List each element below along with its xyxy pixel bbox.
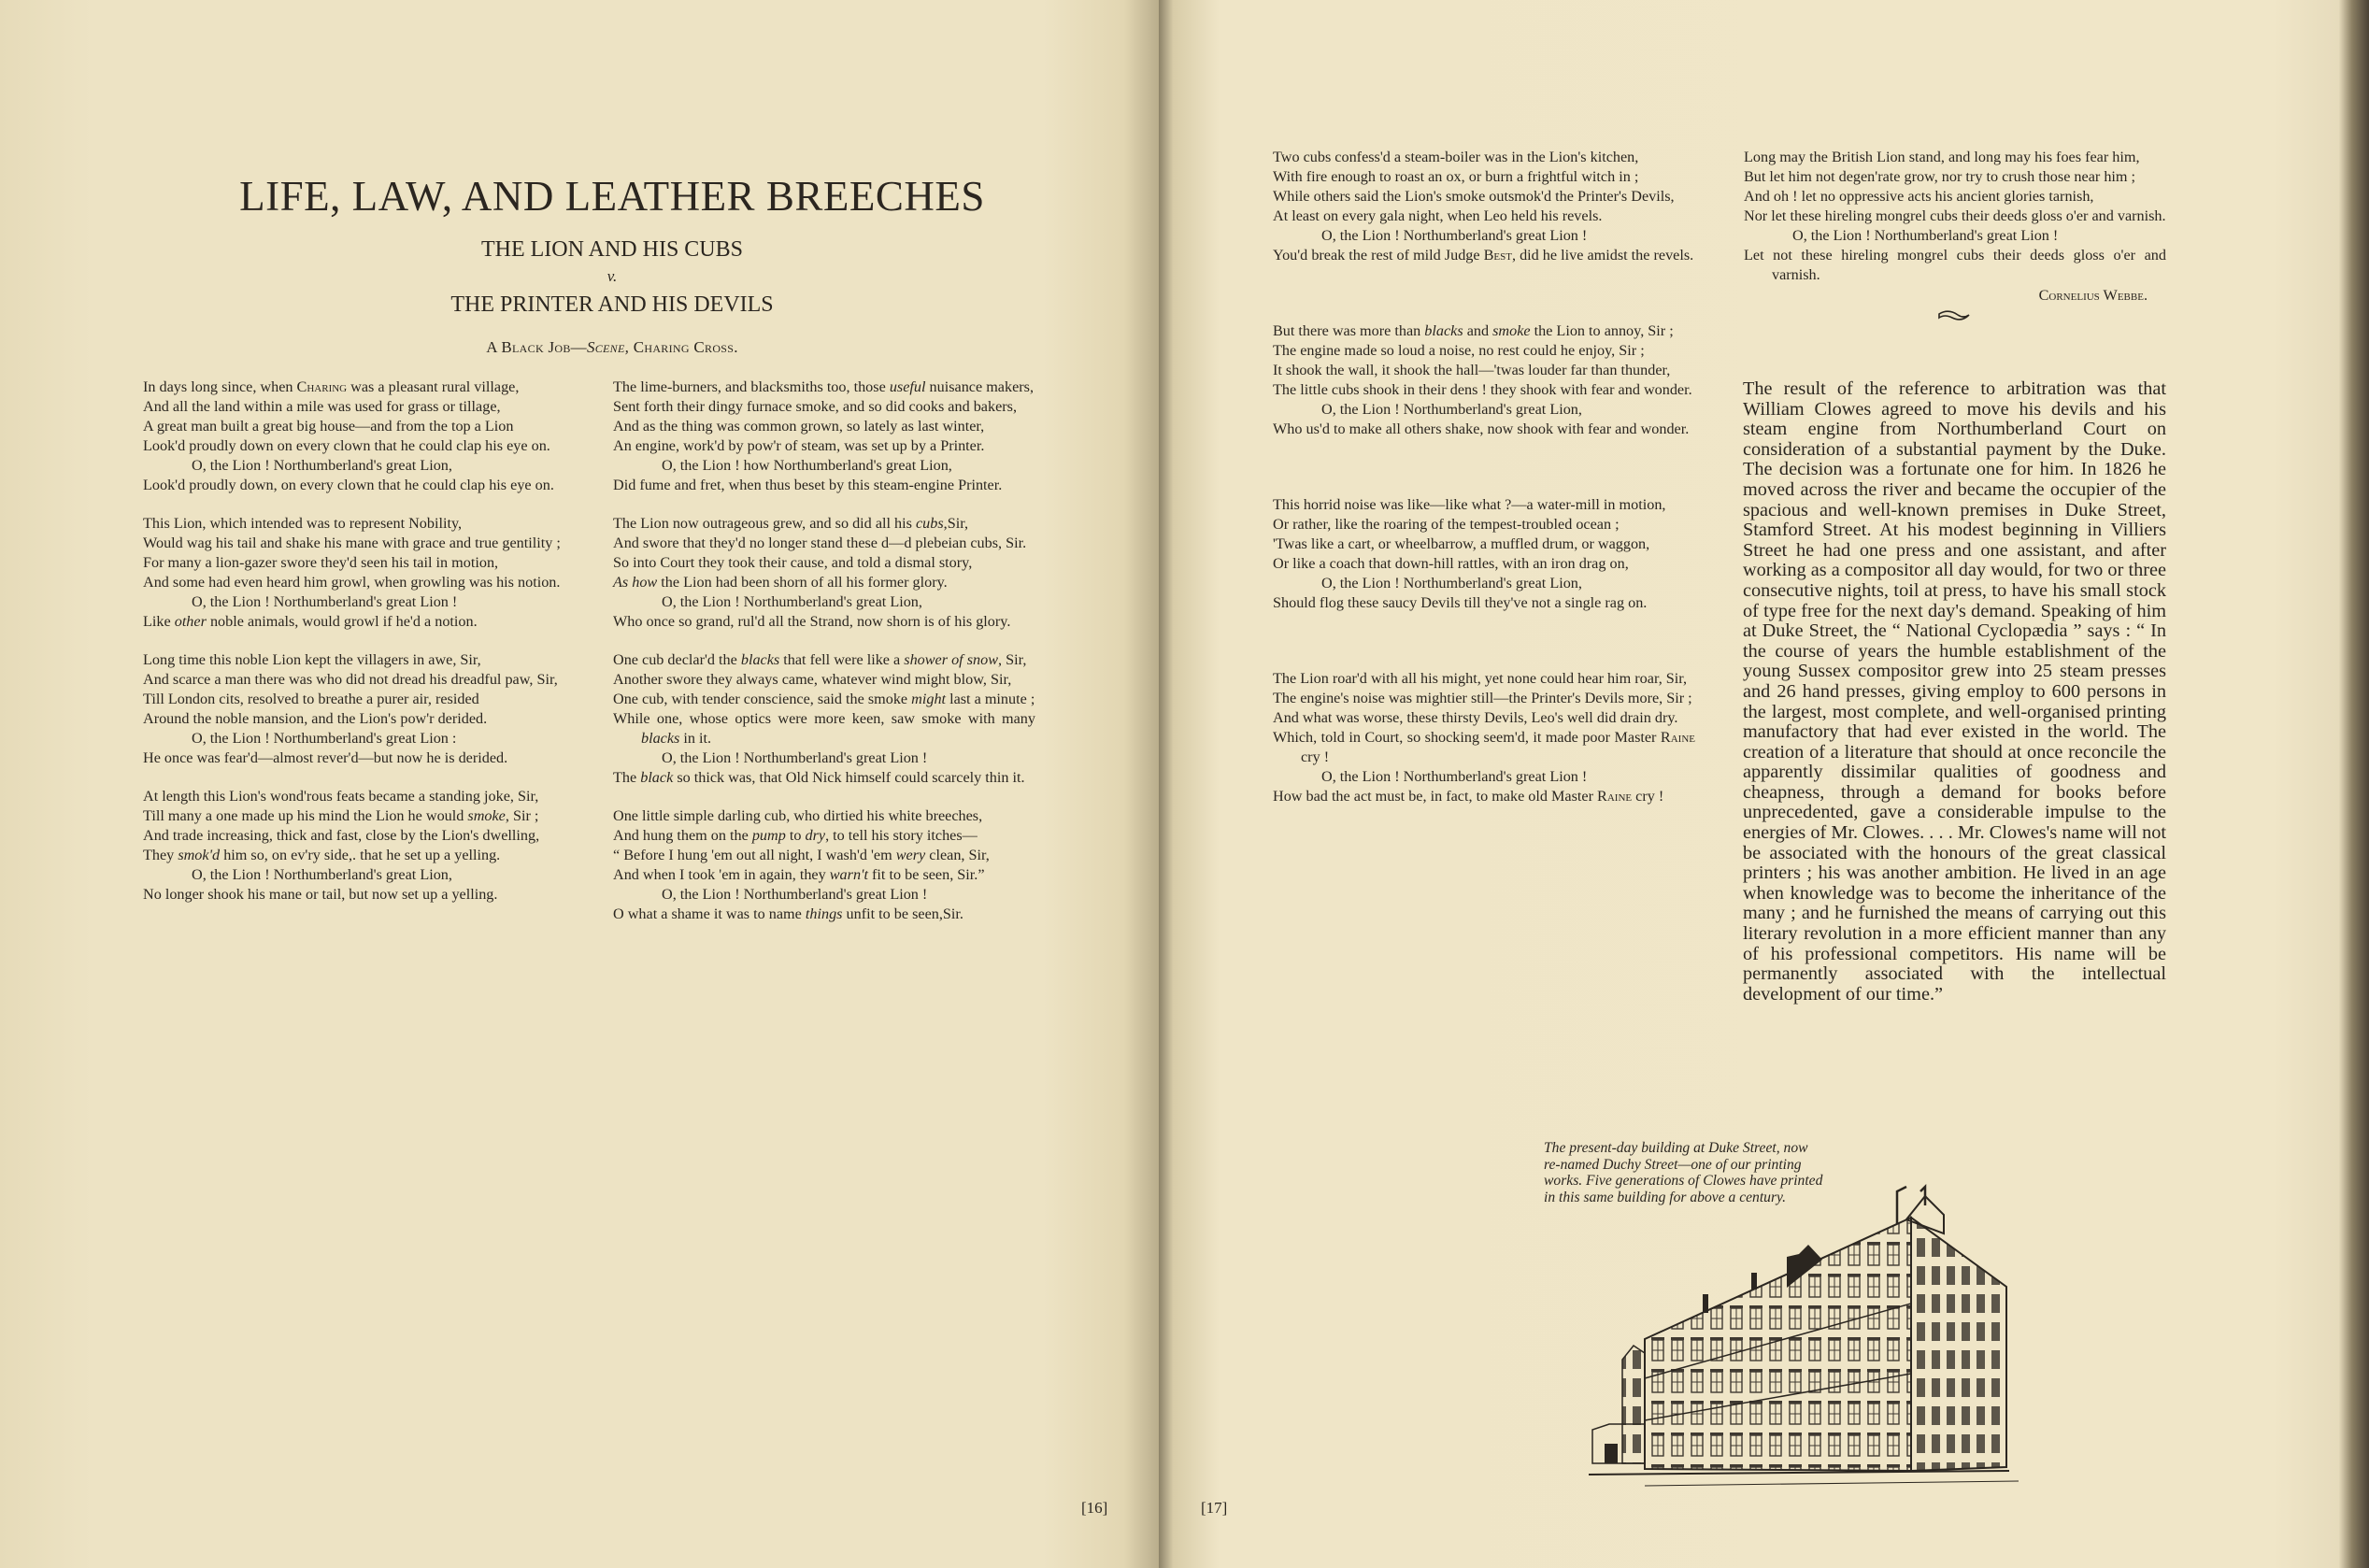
verse-line xyxy=(143,514,565,534)
verse-line xyxy=(613,846,1035,865)
verse-line xyxy=(1273,495,1695,515)
stanza xyxy=(1744,148,2166,285)
stanza xyxy=(143,787,565,905)
poem-column-right-1 xyxy=(1273,148,1695,862)
verse-line xyxy=(1273,167,1695,187)
text-run: While others said the Lion's smoke outsmok'd the Printer's Devils, xyxy=(1273,188,1675,205)
verse-line xyxy=(143,787,565,806)
text-run: to xyxy=(785,827,806,844)
small-caps-text: Raine xyxy=(1660,729,1695,746)
text-run: Two cubs confess'd a steam-boiler was in the Lion's kitchen, xyxy=(1273,149,1639,165)
text-run: But let him not degen'rate grow, nor try to crush those near him ; xyxy=(1744,168,2136,185)
verse-line xyxy=(1273,787,1695,806)
verse-line xyxy=(613,826,1035,846)
text-run: the Lion to annoy, Sir ; xyxy=(1530,322,1674,339)
verse-line xyxy=(143,417,565,436)
text-run: and xyxy=(1463,322,1493,339)
text-run: The xyxy=(613,769,641,786)
text-run: One cub, with tender conscience, said the smoke xyxy=(613,691,912,707)
text-run: Around the noble mansion, and the Lion's pow'r derided. xyxy=(143,710,488,727)
text-run: ,Sir, xyxy=(943,515,969,532)
verse-line xyxy=(613,397,1035,417)
refrain-line: O, the Lion ! Northumberland's great Lion ! xyxy=(1792,227,2059,244)
verse-line xyxy=(1273,361,1695,380)
text-run: cry ! xyxy=(1301,748,1330,765)
verse-line xyxy=(1273,246,1695,265)
verse-line xyxy=(613,865,1035,885)
text-run: This horrid noise was like—like what ?—a water-mill in motion, xyxy=(1273,496,1666,513)
verse-line xyxy=(1273,187,1695,207)
text-run: , did he live amidst the revels. xyxy=(1511,247,1694,264)
page-number-left: [16] xyxy=(1081,1499,1108,1517)
text-run: 'Twas like a cart, or wheelbarrow, a muffled drum, or waggon, xyxy=(1273,535,1650,552)
italic-text: useful xyxy=(889,378,926,395)
verse-line xyxy=(143,846,565,865)
verse-line xyxy=(143,690,565,709)
verse-line xyxy=(1273,689,1695,708)
text-run: Till London cits, resolved to breathe a purer air, resided xyxy=(143,691,479,707)
refrain-line: O, the Lion ! Northumberland's great Lion ! xyxy=(1321,227,1588,244)
text-run: And hung them on the xyxy=(613,827,752,844)
text-run: It shook the wall, it shook the hall—'twas louder far than thunder, xyxy=(1273,362,1671,378)
text-run: And scarce a man there was who did not dread his dreadful paw, Sir, xyxy=(143,671,558,688)
text-run: At length this Lion's wond'rous feats became a standing joke, Sir, xyxy=(143,788,539,805)
italic-text: blacks xyxy=(1424,322,1463,339)
subtitle-printer: THE PRINTER AND HIS DEVILS xyxy=(450,292,774,317)
page-number-right: [17] xyxy=(1201,1499,1228,1517)
italic-text: smoke xyxy=(1492,322,1531,339)
text-run: unfit to be seen,Sir. xyxy=(842,905,963,922)
italic-text: blacks xyxy=(740,651,780,668)
text-run: The lime-burners, and blacksmiths too, those xyxy=(613,378,890,395)
text-run: And when I took 'em in again, they xyxy=(613,866,830,883)
italic-text: cubs xyxy=(916,515,944,532)
verse-line xyxy=(143,476,565,495)
refrain-line: O, the Lion ! Northumberland's great Lion, xyxy=(662,593,922,610)
text-run: An engine, work'd by pow'r of steam, was set up by a Printer. xyxy=(613,437,985,454)
text-run: Nor let these hireling mongrel cubs their deeds gloss o'er and varnish. xyxy=(1744,207,2166,224)
text-run: No longer shook his mane or tail, but now set up a yelling. xyxy=(143,886,498,903)
text-run: cry ! xyxy=(1632,788,1664,805)
italic-text: Scene, xyxy=(586,338,630,356)
text-run: While one, whose optics were more keen, saw smoke with many xyxy=(613,710,1035,727)
text-run: Long time this noble Lion kept the villagers in awe, Sir, xyxy=(143,651,481,668)
text-run: Who once so grand, rul'd all the Strand, now shorn is of his glory. xyxy=(613,613,1011,630)
verse-line xyxy=(1273,148,1695,167)
text-run: A Black Job— xyxy=(486,338,587,356)
text-run: Like xyxy=(143,613,175,630)
verse-line xyxy=(613,534,1035,553)
verse-line xyxy=(613,514,1035,534)
verse-line xyxy=(613,476,1035,495)
text-run: And as the thing was common grown, so lately as last winter, xyxy=(613,418,985,435)
verse-line xyxy=(1744,167,2166,187)
verse-line xyxy=(1744,246,2166,285)
verse-line xyxy=(613,709,1035,748)
verse-line xyxy=(143,378,565,397)
verse-line xyxy=(1744,148,2166,167)
stanza xyxy=(143,514,565,632)
verse-line xyxy=(143,748,565,768)
verse-line xyxy=(613,436,1035,456)
text-run: nuisance makers, xyxy=(925,378,1035,395)
stanza xyxy=(1273,669,1695,806)
small-caps-text: Raine xyxy=(1597,788,1633,805)
text-run: in it. xyxy=(679,730,712,747)
verse-line xyxy=(613,768,1035,788)
text-run: him so, on ev'ry side,. that he set up a yelling. xyxy=(220,847,501,863)
text-run: At least on every gala night, when Leo held his revels. xyxy=(1273,207,1603,224)
text-run: One little simple darling cub, who dirtied his white breeches, xyxy=(613,807,983,824)
italic-text: might xyxy=(911,691,947,707)
verse-line xyxy=(613,553,1035,573)
text-run: Sent forth their dingy furnace smoke, and so did cooks and bakers, xyxy=(613,398,1018,415)
verse-line xyxy=(613,690,1035,709)
poem-column-left-2 xyxy=(613,378,1035,943)
italic-text: pump xyxy=(751,827,786,844)
text-run: last a minute ; xyxy=(946,691,1035,707)
refrain-line: O, the Lion ! Northumberland's great Lion, xyxy=(1321,401,1582,418)
verse-line xyxy=(143,709,565,729)
verse-line xyxy=(1273,669,1695,689)
stanza xyxy=(613,650,1035,788)
text-run: , Sir ; xyxy=(505,807,539,824)
page-title: LIFE, LAW, AND LEATHER BREECHES xyxy=(239,173,985,220)
illustration-caption: The present-day building at Duke Street, now re-named Duchy Street—one of our printing works. Five generations of Clowes have printed in this same building for above a century. xyxy=(1544,1140,1823,1205)
text-run: Or rather, like the roaring of the tempest-troubled ocean ; xyxy=(1273,516,1620,533)
verse-line xyxy=(1273,515,1695,535)
verse-line xyxy=(143,534,565,553)
italic-text: smoke xyxy=(467,807,506,824)
text-run: clean, Sir, xyxy=(925,847,990,863)
text-run: Did fume and fret, when thus beset by this steam-engine Printer. xyxy=(613,477,1003,493)
verse-line xyxy=(613,650,1035,670)
verse-line xyxy=(1273,535,1695,554)
verse-line xyxy=(143,573,565,592)
verse-line xyxy=(143,826,565,846)
subtitle-lion: THE LION AND HIS CUBS xyxy=(480,237,743,262)
verse-line xyxy=(143,436,565,456)
refrain-line: O, the Lion ! how Northumberland's great Lion, xyxy=(662,457,952,474)
text-run: This Lion, which intended was to represent Nobility, xyxy=(143,515,463,532)
verse-line xyxy=(613,612,1035,632)
text-run: Let not these hireling mongrel cubs their deeds gloss o'er and varnish. xyxy=(1744,247,2166,283)
refrain-line: O, the Lion ! Northumberland's great Lion, xyxy=(192,866,452,883)
text-run: The engine's noise was mightier still—the Printer's Devils more, Sir ; xyxy=(1273,690,1692,706)
italic-text: blacks xyxy=(641,730,680,747)
verse-line xyxy=(1273,593,1695,613)
verse-line xyxy=(1273,420,1695,439)
text-run: Should flog these saucy Devils till they've not a single rag on. xyxy=(1273,594,1648,611)
verse-line xyxy=(1273,554,1695,574)
text-run: , to tell his story itches— xyxy=(825,827,978,844)
versus-label: v. xyxy=(607,267,618,285)
refrain-line: O, the Lion ! Northumberland's great Lion ! xyxy=(192,593,458,610)
verse-line xyxy=(613,417,1035,436)
text-run: He once was fear'd—almost rever'd—but now he is derided. xyxy=(143,749,508,766)
text-run: You'd break the rest of mild Judge xyxy=(1273,247,1484,264)
verse-line xyxy=(1273,380,1695,400)
verse-line xyxy=(1273,341,1695,361)
verse-line xyxy=(143,553,565,573)
text-run: They xyxy=(143,847,178,863)
verse-line xyxy=(1744,187,2166,207)
text-run: , Sir, xyxy=(998,651,1027,668)
refrain-line: O, the Lion ! Northumberland's great Lion ! xyxy=(662,886,928,903)
text-run: And all the land within a mile was used for grass or tillage, xyxy=(143,398,501,415)
verse-line xyxy=(143,806,565,826)
author-signature: Cornelius Webbe. xyxy=(2038,287,2148,304)
refrain-line: O, the Lion ! Northumberland's great Lion, xyxy=(1321,575,1582,592)
text-run: One cub declar'd the xyxy=(613,651,741,668)
text-run: The Lion roar'd with all his might, yet none could hear him roar, Sir, xyxy=(1273,670,1688,687)
text-run: But there was more than xyxy=(1273,322,1425,339)
verse-line xyxy=(1273,207,1695,226)
text-run: And what was worse, these thirsty Devils, Leo's well did drain dry. xyxy=(1273,709,1678,726)
verse-line xyxy=(1273,728,1695,767)
text-run: “ Before I hung 'em out all night, I wash'd 'em xyxy=(613,847,896,863)
text-run: The little cubs shook in their dens ! they shook with fear and wonder. xyxy=(1273,381,1692,398)
verse-line xyxy=(613,806,1035,826)
text-run: How bad the act must be, in fact, to make old Master xyxy=(1273,788,1598,805)
final-stanza xyxy=(1744,148,2166,285)
text-run: Look'd proudly down, on every clown that he could clap his eye on. xyxy=(143,477,554,493)
refrain-line: O, the Lion ! Northumberland's great Lion ! xyxy=(662,749,928,766)
italic-text: As how xyxy=(613,574,658,591)
text-run: Till many a one made up his mind the Lion he would xyxy=(143,807,468,824)
text-run: And some had even heard him growl, when growling was his notion. xyxy=(143,574,561,591)
verse-line xyxy=(143,612,565,632)
text-run: so thick was, that Old Nick himself could scarcely thin it. xyxy=(673,769,1025,786)
stanza xyxy=(613,514,1035,632)
text-run: O what a shame it was to name xyxy=(613,905,806,922)
stanza xyxy=(1273,321,1695,439)
italic-text: other xyxy=(174,613,207,630)
verse-line xyxy=(143,885,565,905)
text-run: For many a lion-gazer swore they'd seen his tail in motion, xyxy=(143,554,499,571)
text-run: Charing Cross. xyxy=(629,338,738,356)
italic-text: warn't xyxy=(829,866,868,883)
verse-line xyxy=(613,378,1035,397)
text-run: that fell were like a xyxy=(779,651,905,668)
italic-text: wery xyxy=(895,847,926,863)
text-run: noble animals, would growl if he'd a notion. xyxy=(206,613,478,630)
stanza xyxy=(1273,495,1695,613)
verse-line xyxy=(613,573,1035,592)
text-run: Would wag his tail and shake his mane with grace and true gentility ; xyxy=(143,535,561,551)
text-run: Long may the British Lion stand, and long may his foes fear him, xyxy=(1744,149,2140,165)
text-run: Look'd proudly down on every clown that he could clap his eye on. xyxy=(143,437,550,454)
text-run: Or like a coach that down-hill rattles, with an iron drag on, xyxy=(1273,555,1629,572)
stanza xyxy=(613,378,1035,495)
verse-line xyxy=(143,397,565,417)
text-run: With fire enough to roast an ox, or burn a frightful witch in ; xyxy=(1273,168,1639,185)
italic-text: smok'd xyxy=(178,847,221,863)
italic-text: black xyxy=(640,769,674,786)
text-run: was a pleasant rural village, xyxy=(347,378,520,395)
text-run: The engine made so loud a noise, no rest could he enjoy, Sir ; xyxy=(1273,342,1645,359)
text-run: Another swore they always came, whatever wind might blow, Sir, xyxy=(613,671,1012,688)
italic-text: things xyxy=(805,905,843,922)
italic-text: dry xyxy=(805,827,826,844)
verse-line xyxy=(143,670,565,690)
stanza xyxy=(613,806,1035,924)
stanza xyxy=(143,650,565,768)
refrain-line: O, the Lion ! Northumberland's great Lion : xyxy=(192,730,457,747)
refrain-line: O, the Lion ! Northumberland's great Lion, xyxy=(192,457,452,474)
history-paragraph: The result of the reference to arbitration was that William Clowes agreed to move his devils and his steam engine from Northumberland Court on consideration of a substantial payment by the Duke. The decision was a fortunate one for him. In 1826 he moved across the river and became the occupier of the spacious and well-known premises in Duke Street, Stamford Street. At his modest beginning in Villiers Street he had one press and one assistant, and after working as a compositor all day would, for two or three consecutive nights, toil at press, to have his small stock of type free for the next day's demand. Speaking of him at Duke Street, the “ National Cyclopædia ” says : “ In the course of years the humble establishment of the young Sussex compositor grew into 25 steam presses and 26 hand presses, giving employ to 600 persons in the largest, most complete, and well-organised printing manufactory that had ever existed in the world. The creation of a literature that should at once reconcile the apparently dissimilar qualities of goodness and cheapness, through a demand for books before unprecedented, gave a considerable impulse to the energies of Mr. Clowes. . . . Mr. Clowes's name will not be associated with the honours of the great classical printers ; his was another ambition. He lived in an age when knowledge was to become the inheritance of the many ; and he furnished the means of carrying out this literary revolution in a more efficient manner than any of his professional competitors. His name will be permanently associated with the intellectual development of our time.” xyxy=(1743,378,2166,1005)
text-run: In days long since, when xyxy=(143,378,297,395)
verse-line xyxy=(1744,207,2166,226)
text-run: And swore that they'd no longer stand these d—d plebeian cubs, Sir. xyxy=(613,535,1027,551)
text-run: fit to be seen, Sir.” xyxy=(868,866,985,883)
text-run: Who us'd to make all others shake, now shook with fear and wonder. xyxy=(1273,421,1690,437)
small-caps-text: Charing xyxy=(296,378,348,395)
fleuron-ornament-icon xyxy=(1935,309,1973,322)
refrain-line: O, the Lion ! Northumberland's great Lion ! xyxy=(1321,768,1588,785)
text-run: And oh ! let no oppressive acts his ancient glories tarnish, xyxy=(1744,188,2094,205)
stanza xyxy=(143,378,565,495)
verse-line xyxy=(613,905,1035,924)
text-run: A great man built a great big house—and from the top a Lion xyxy=(143,418,514,435)
verse-line xyxy=(613,670,1035,690)
text-run: Which, told in Court, so shocking seem'd, it made poor Master xyxy=(1273,729,1661,746)
text-run: the Lion had been shorn of all his former glory. xyxy=(657,574,948,591)
text-run: So into Court they took their cause, and told a dismal story, xyxy=(613,554,973,571)
poem-column-left-1 xyxy=(143,378,565,923)
text-run: The Lion now outrageous grew, and so did all his xyxy=(613,515,916,532)
small-caps-text: Best xyxy=(1483,247,1512,264)
text-run: And trade increasing, thick and fast, close by the Lion's dwelling, xyxy=(143,827,540,844)
verse-line xyxy=(1273,321,1695,341)
verse-line xyxy=(1273,708,1695,728)
verse-line xyxy=(143,650,565,670)
poem-column-right-2 xyxy=(1744,148,2166,322)
stanza xyxy=(1273,148,1695,265)
duke-street-building-illustration xyxy=(1579,1168,2187,1495)
italic-text: shower of snow xyxy=(904,651,999,668)
byline xyxy=(0,338,1224,357)
